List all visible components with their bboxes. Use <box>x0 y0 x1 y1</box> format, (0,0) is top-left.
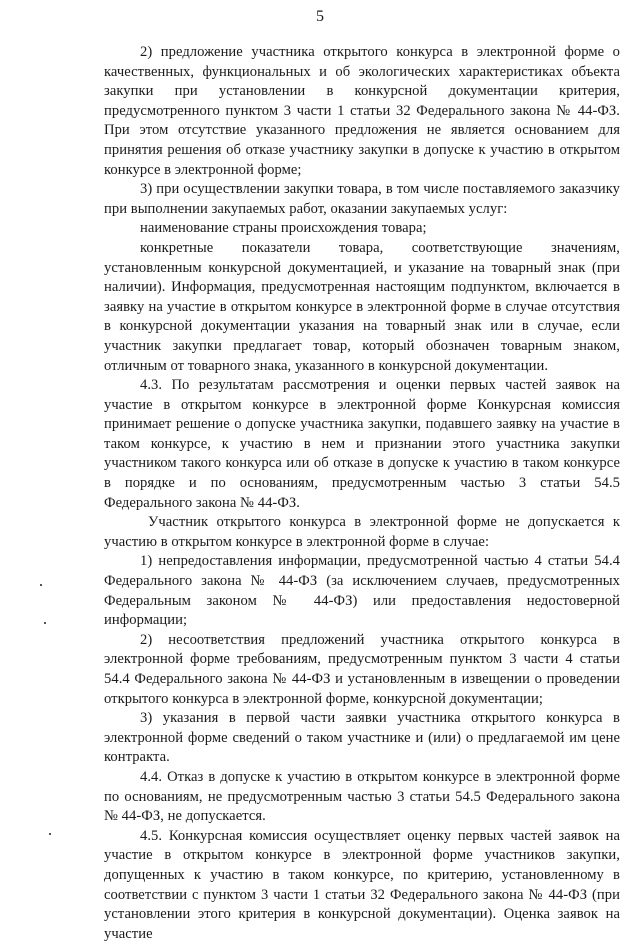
margin-mark <box>40 584 42 586</box>
document-body <box>104 43 620 944</box>
paragraph: наименование страны происхождения товара; <box>140 220 427 237</box>
margin-mark <box>49 833 51 835</box>
paragraph: 4.5. Конкурсная комиссия осуществляет оценку первых частей заявок на участие в открытом конкурсе в электронной форме участников закупки, допущенных к участию в таком конкурсе, по критерию, установленному в соответствии с пунктом 3 части 1 статьи 32 Федерального закона № 44-ФЗ (при установлении этого критерия в конкурсной документации). Оценка заявок на участие <box>104 827 620 942</box>
paragraph: Участник открытого конкурса в электронной форме не допускается к участию в открытом конкурсе в электронной форме в случае: <box>104 514 620 550</box>
paragraph: 2) предложение участника открытого конкурса в электронной форме о качественных, функциональных и об экологических характеристиках объекта закупки при установлении в конкурсной документации критерия, предусмотренного пунктом 3 части 1 статьи 32 Федерального закона № 44-ФЗ. При этом отсутствие указанного предложения не является основанием для принятия решения об отказе участнику закупки в допуске к участию в открытом конкурсе в электронной форме; <box>104 44 620 178</box>
page-number: 5 <box>316 8 324 25</box>
paragraph: 2) несоответствия предложений участника открытого конкурса в электронной форме требованиям, предусмотренным пунктом 3 части 4 статьи 54.4 Федерального закона № 44-ФЗ и установленным в извещении о проведении открытого конкурса в электронной форме, конкурсной документации; <box>104 631 620 707</box>
paragraph: 3) указания в первой части заявки участника открытого конкурса в электронной форме сведений о таком участнике и (или) о предлагаемой им цене контракта. <box>104 710 620 766</box>
paragraph: 3) при осуществлении закупки товара, в том числе поставляемого заказчику при выполнении закупаемых работ, оказании закупаемых услуг: <box>104 181 620 217</box>
paragraph: 1) непредоставления информации, предусмотренной частью 4 статьи 54.4 Федерального закона № 44-ФЗ (за исключением случаев, предусмотренных Федеральным законом № 44-ФЗ) или предоставления недостоверной информации; <box>104 553 620 629</box>
margin-mark <box>44 622 46 624</box>
paragraph: конкретные показатели товара, соответствующие значениям, установленным конкурсной документацией, и указание на товарный знак (при наличии). Информация, предусмотренная настоящим подпунктом, включается в заявку на участие в открытом конкурсе в электронной форме в случае отсутствия в конкурсной документации указания на товарный знак или в случае, если участник закупки предлагает товар, который обозначен товарным знаком, отличным от товарного знака, указанного в конкурсной документации. <box>104 239 620 374</box>
paragraph: 4.3. По результатам рассмотрения и оценки первых частей заявок на участие в открытом конкурсе в электронной форме Конкурсная комиссия принимает решение о допуске участника закупки, подавшего заявку на участие в таком конкурсе, к участию в нем и признании этого участника закупки участником такого конкурса или об отказе в допуске к участию в таком конкурсе в порядке и по основаниям, предусмотренным частью 3 статьи 54.5 Федерального закона № 44-ФЗ. <box>104 377 620 511</box>
paragraph: 4.4. Отказ в допуске к участию в открытом конкурсе в электронной форме по основаниям, не предусмотренным частью 3 статьи 54.5 Федерального закона № 44-ФЗ, не допускается. <box>104 768 620 825</box>
